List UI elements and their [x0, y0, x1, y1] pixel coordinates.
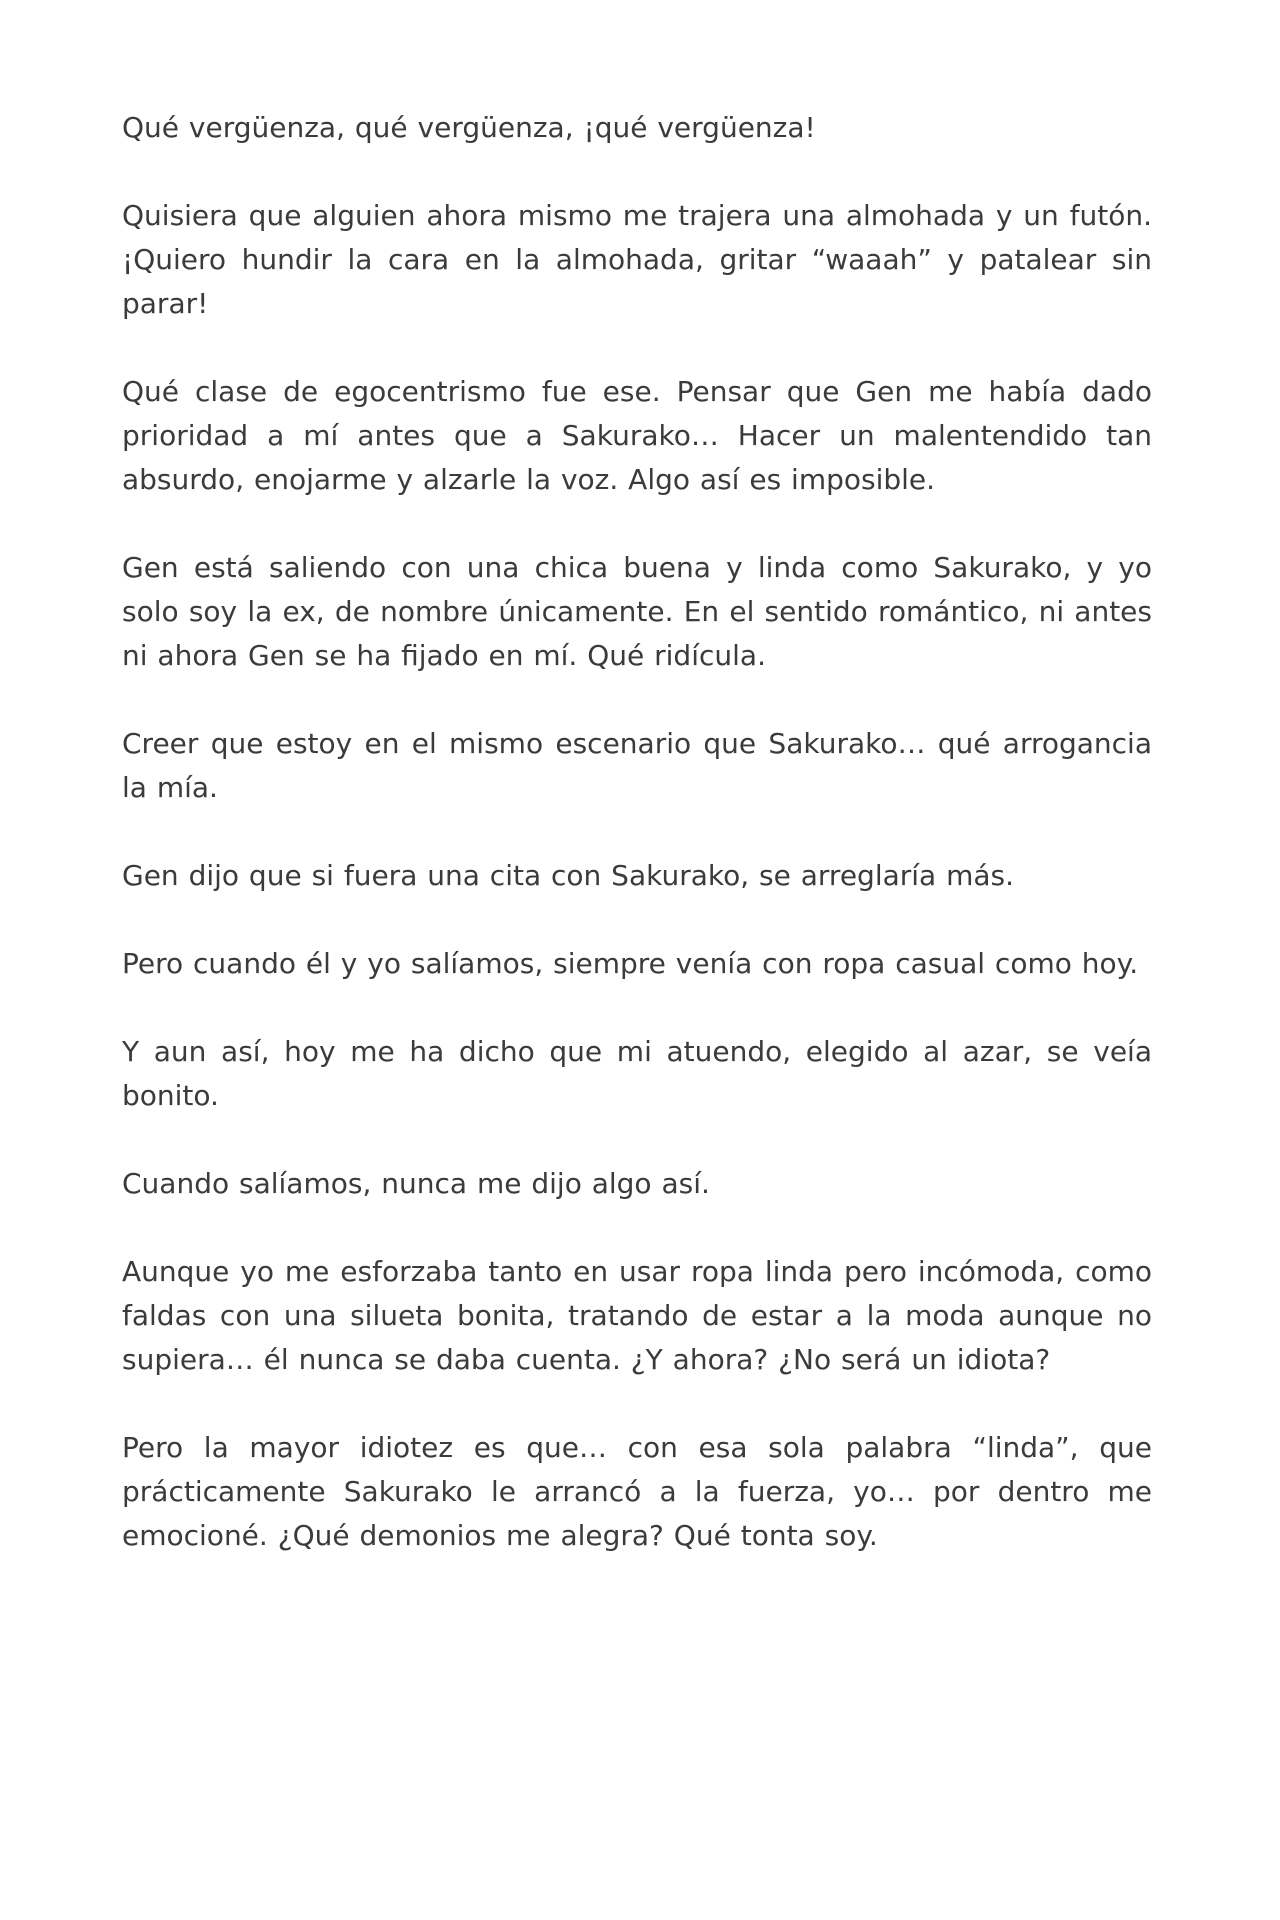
paragraph: Quisiera que alguien ahora mismo me trajera una almohada y un futón. ¡Quiero hundir la cara en la almohada, gritar “waaah” y patalear sin parar! [122, 199, 1152, 320]
paragraph: Aunque yo me esforzaba tanto en usar ropa linda pero incómoda, como faldas con una silueta bonita, tratando de estar a la moda aunque no supiera… él nunca se daba cuenta. ¿Y ahora? ¿No será un idiota? [122, 1255, 1152, 1376]
paragraph: Y aun así, hoy me ha dicho que mi atuendo, elegido al azar, se veía bonito. [122, 1035, 1152, 1112]
paragraph: Creer que estoy en el mismo escenario que Sakurako… qué arrogancia la mía. [122, 727, 1152, 804]
paragraph: Gen está saliendo con una chica buena y linda como Sakurako, y yo solo soy la ex, de nombre únicamente. En el sentido romántico, ni antes ni ahora Gen se ha fijado en mí. Qué ridícula. [122, 551, 1152, 672]
paragraph: Cuando salíamos, nunca me dijo algo así. [122, 1167, 710, 1200]
paragraph: Pero la mayor idiotez es que… con esa sola palabra “linda”, que prácticamente Sakurako le arrancó a la fuerza, yo… por dentro me emocioné. ¿Qué demonios me alegra? Qué tonta soy. [122, 1431, 1152, 1552]
paragraph: Pero cuando él y yo salíamos, siempre venía con ropa casual como hoy. [122, 947, 1139, 980]
paragraph: Qué vergüenza, qué vergüenza, ¡qué vergüenza! [122, 111, 816, 144]
paragraph: Qué clase de egocentrismo fue ese. Pensar que Gen me había dado prioridad a mí antes que a Sakurako… Hacer un malentendido tan absurdo, enojarme y alzarle la voz. Algo así es imposible. [122, 375, 1152, 496]
paragraph: Gen dijo que si fuera una cita con Sakurako, se arreglaría más. [122, 859, 1015, 892]
